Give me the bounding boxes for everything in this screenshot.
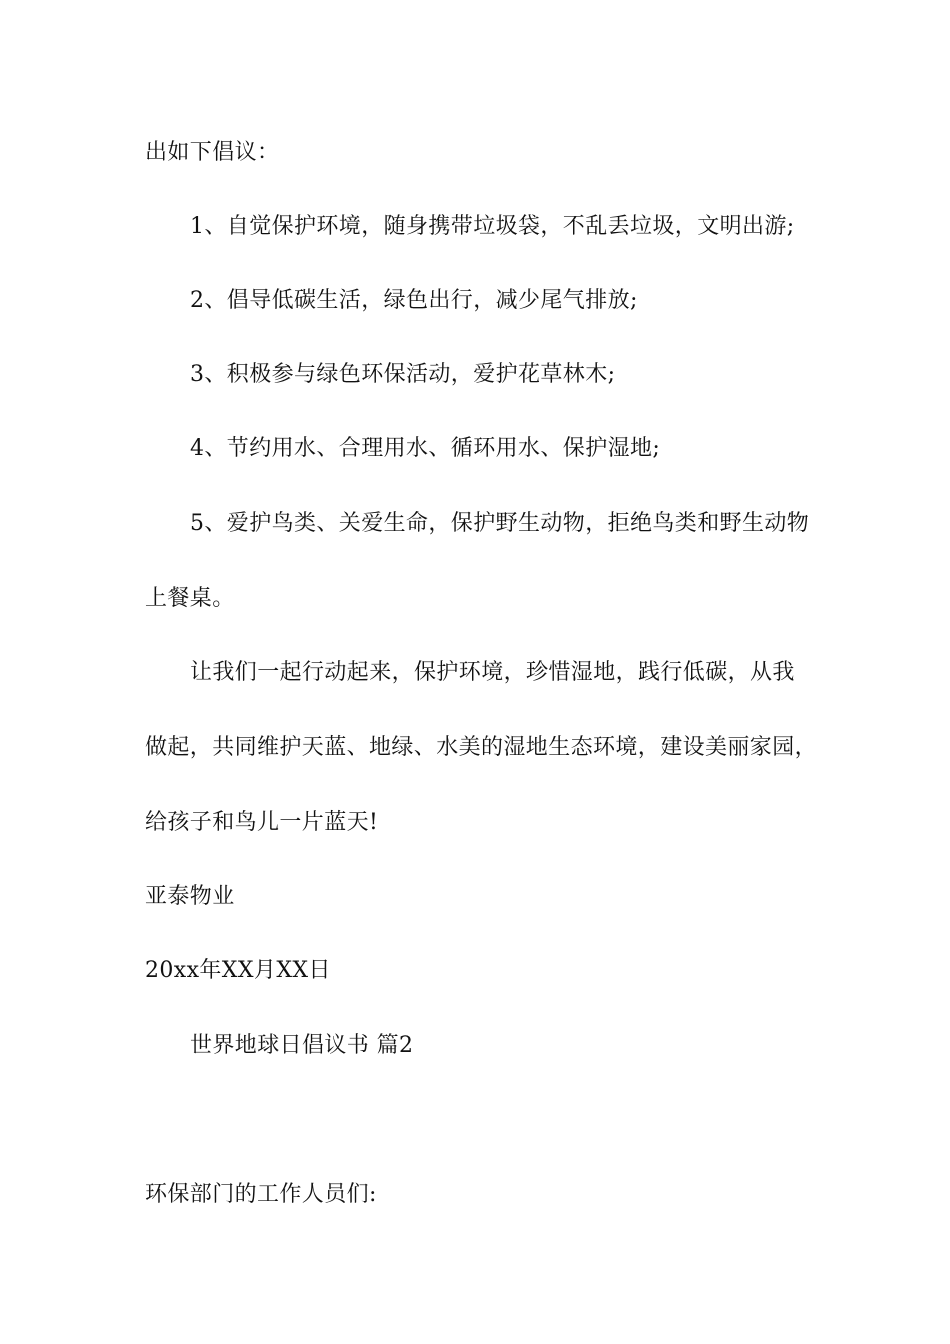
proposal-item-4: 4、节约用水、合理用水、循环用水、保护湿地; <box>190 436 661 461</box>
proposal-item-5: 5、爱护鸟类、关爱生命，保护野生动物，拒绝鸟类和野生动物 <box>190 511 810 536</box>
date: 20xx年XX月XX日 <box>145 958 331 983</box>
proposal-item-1: 1、自觉保护环境，随身携带垃圾袋，不乱丢垃圾，文明出游; <box>190 214 795 239</box>
proposal-item-3: 3、积极参与绿色环保活动，爱护花草林木; <box>190 362 616 387</box>
proposal-item-2: 2、倡导低碳生活，绿色出行，减少尾气排放; <box>190 288 638 313</box>
intro-tail: 出如下倡议： <box>145 140 280 165</box>
proposal-item-5-continuation: 上餐桌。 <box>145 586 235 611</box>
closing-line-3: 给孩子和鸟儿一片蓝天! <box>145 810 379 835</box>
closing-line-1: 让我们一起行动起来，保护环境，珍惜湿地，践行低碳，从我 <box>190 660 795 685</box>
signature: 亚泰物业 <box>145 884 235 909</box>
salutation: 环保部门的工作人员们: <box>145 1182 377 1207</box>
closing-line-2: 做起，共同维护天蓝、地绿、水美的湿地生态环境，建设美丽家园， <box>145 735 818 760</box>
section-title: 世界地球日倡议书 篇2 <box>190 1033 414 1058</box>
